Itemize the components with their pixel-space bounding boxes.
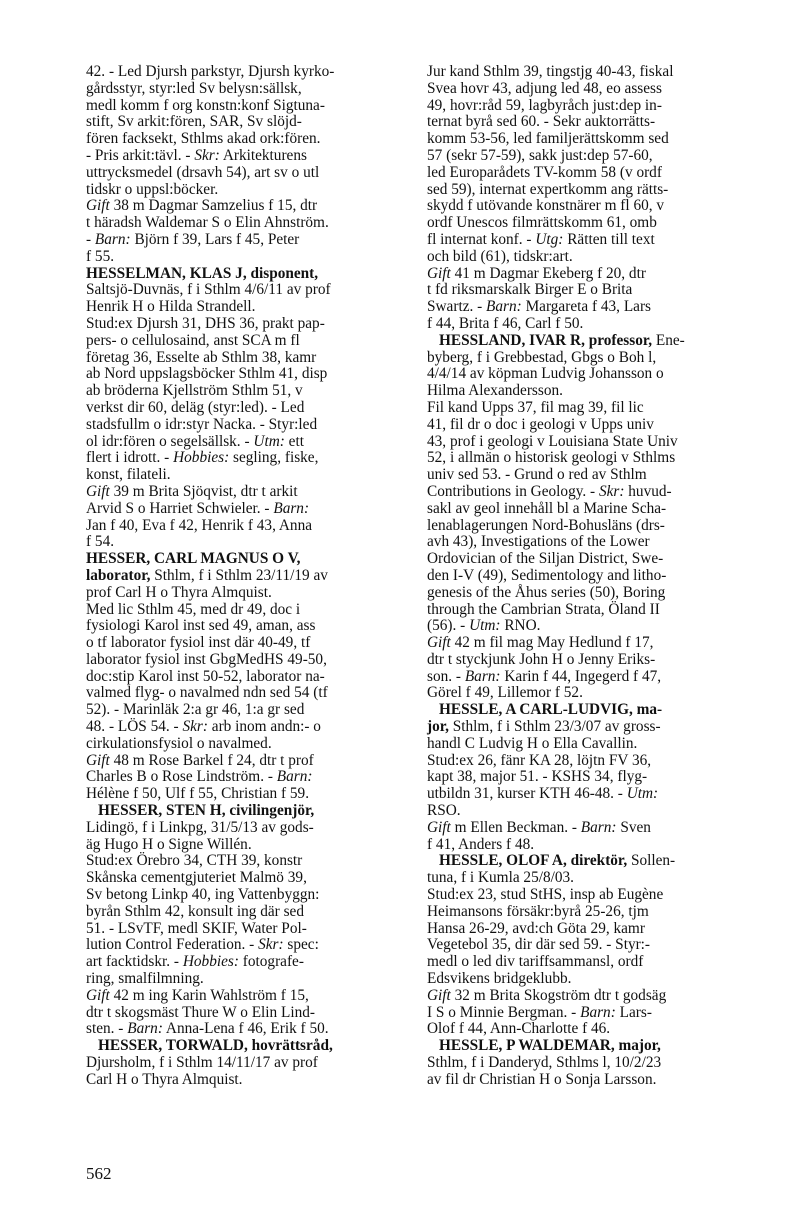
text-run: f 54.: [86, 533, 115, 551]
text-run: lenablagerungen Nord-Bohusläns (drs-: [427, 516, 665, 534]
text-line: [86, 383, 416, 400]
text-line: [427, 182, 757, 199]
text-line: [427, 602, 757, 619]
text-run: Hansa 26-29, avd:ch Göta 29, kamr: [427, 919, 645, 937]
text-line: [427, 501, 757, 518]
field-label: Utm:: [253, 432, 285, 450]
text-line: [427, 484, 757, 501]
text-line: [86, 198, 416, 215]
text-run: ring, smalfilmning.: [86, 970, 204, 988]
text-line: [427, 635, 757, 652]
right-column: [427, 64, 757, 1089]
text-run: genesis of the Åhus series (50), Boring: [427, 583, 666, 601]
text-line: [86, 652, 416, 669]
text-run: av fil dr Christian H o Sonja Larsson.: [427, 1070, 657, 1088]
text-run: stift, Sv arkit:fören, SAR, Sv slöjd-: [86, 113, 302, 131]
text-line: [427, 249, 757, 266]
text-run: f 41, Anders f 48.: [427, 835, 535, 853]
text-line: [86, 719, 416, 736]
text-run: segling, fiske,: [229, 449, 319, 467]
text-run: spec:: [283, 936, 319, 954]
text-line: [86, 64, 416, 81]
text-run: Heimansons försäkr:byrå 25-26, tjm: [427, 902, 649, 920]
text-run: cirkulationsfysiol o navalmed.: [86, 734, 272, 752]
text-run: Sthlm, f i Sthlm 23/11/19 av: [150, 566, 328, 584]
text-line: [86, 450, 416, 467]
text-run: Djursholm, f i Sthlm 14/11/17 av prof: [86, 1054, 318, 1072]
text-line: [427, 165, 757, 182]
text-run: Contributions in Geology. -: [427, 482, 599, 500]
text-run: Henrik H o Hilda Strandell.: [86, 298, 256, 316]
text-run: through the Cambrian Strata, Öland II: [427, 600, 660, 618]
text-run: Carl H o Thyra Almquist.: [86, 1070, 243, 1088]
text-run: 32 m Brita Skogström dtr t godsäg: [450, 986, 667, 1004]
text-run: ternat byrå sed 60. - Sekr auktorrätts-: [427, 113, 656, 131]
text-line: [86, 753, 416, 770]
text-run: komm 53-56, led familjerättskomm sed: [427, 130, 669, 148]
text-run: Stud:ex Örebro 34, CTH 39, konstr: [86, 852, 303, 870]
text-line: [86, 316, 416, 333]
text-line: [427, 434, 757, 451]
text-line: [427, 669, 757, 686]
field-label: Barn:: [127, 1020, 163, 1038]
text-run: uttrycksmedel (drsavh 54), art sv o utl: [86, 163, 320, 181]
text-line: [86, 585, 416, 602]
text-line: [427, 198, 757, 215]
text-line: [427, 820, 757, 837]
text-run: Sven: [616, 818, 651, 836]
field-label: Barn:: [486, 298, 522, 316]
text-line: [86, 786, 416, 803]
text-run: - Pris arkit:tävl. -: [86, 146, 195, 164]
text-line: [427, 518, 757, 535]
text-run: 51. - LSvTF, medl SKIF, Water Pol-: [86, 919, 307, 937]
text-run: tidskr o uppsl:böcker.: [86, 180, 219, 198]
text-line: [86, 131, 416, 148]
text-run: sed 59), internat expertkomm ang rätts-: [427, 180, 669, 198]
field-label: Skr:: [258, 936, 284, 954]
text-run: ab bröderna Kjellström Sthlm 51, v: [86, 382, 303, 400]
text-line: [86, 1072, 416, 1089]
text-line: [427, 114, 757, 131]
text-run: Stud:ex 26, fänr KA 28, löjtn FV 36,: [427, 751, 652, 769]
text-run: lution Control Federation. -: [86, 936, 259, 954]
text-run: t fd riksmarskalk Birger E o Brita: [427, 281, 633, 299]
text-line: [86, 685, 416, 702]
text-run: RSO.: [427, 802, 461, 820]
text-line: [86, 1038, 416, 1055]
text-run: 48 m Rose Barkel f 24, dtr t prof: [109, 751, 314, 769]
field-label: Gift: [86, 482, 110, 500]
text-run: valmed flyg- o navalmed ndn sed 54 (tf: [86, 684, 328, 702]
text-run: Saltsjö-Duvnäs, f i Sthlm 4/6/11 av prof: [86, 281, 331, 299]
text-line: [86, 937, 416, 954]
page-number: 562: [86, 1164, 112, 1183]
text-line: [427, 803, 757, 820]
text-run: Jan f 40, Eva f 42, Henrik f 43, Anna: [86, 516, 313, 534]
field-label: Barn:: [464, 667, 501, 685]
text-line: [427, 266, 757, 283]
text-run: Charles B o Rose Lindström. -: [86, 768, 277, 786]
text-run: I S o Minnie Bergman. -: [427, 1003, 581, 1021]
field-label: Gift: [86, 751, 110, 769]
text-line: [86, 534, 416, 551]
text-line: [86, 736, 416, 753]
text-line: [86, 165, 416, 182]
text-run: Jur kand Sthlm 39, tingstjg 40-43, fiskal: [427, 63, 674, 80]
text-run: 49, hovr:råd 59, lagbyråch just:dep in-: [427, 96, 662, 114]
text-line: [427, 870, 757, 887]
field-label: Gift: [86, 197, 110, 215]
text-run: Skånska cementgjuteriet Malmö 39,: [86, 869, 307, 887]
text-line: [86, 1005, 416, 1022]
text-line: [86, 434, 416, 451]
text-line: [427, 282, 757, 299]
text-run: fören facksekt, Sthlms akad ork:fören.: [86, 130, 321, 148]
text-run: Sthlm, f i Sthlm 23/3/07 av gross-: [448, 718, 661, 736]
text-line: [427, 98, 757, 115]
text-run: Margareta f 43, Lars: [521, 298, 652, 316]
text-line: [86, 820, 416, 837]
text-run: 38 m Dagmar Samzelius f 15, dtr: [109, 197, 318, 215]
text-run: sten. -: [86, 1020, 128, 1038]
text-line: [86, 148, 416, 165]
field-label: Gift: [427, 818, 451, 836]
text-line: [86, 366, 416, 383]
text-line: [427, 64, 757, 81]
text-line: [86, 618, 416, 635]
text-run: Ordovician of the Siljan District, Swe-: [427, 550, 664, 568]
text-line: [427, 366, 757, 383]
text-run: sakl av geol innehåll bl a Marine Scha-: [427, 499, 667, 517]
text-run: -: [86, 230, 95, 248]
text-line: [427, 736, 757, 753]
text-run: ol idr:fören o segelsällsk. -: [86, 432, 254, 450]
text-line: [427, 921, 757, 938]
text-run: huvud-: [624, 482, 672, 500]
text-line: [86, 114, 416, 131]
text-line: [86, 98, 416, 115]
text-run: företag 36, Esselte ab Sthlm 38, kamr: [86, 348, 317, 366]
text-line: [86, 635, 416, 652]
field-label: Hobbies:: [182, 953, 239, 971]
text-line: [86, 669, 416, 686]
text-run: Vegetebol 35, dir där sed 59. - Styr:-: [427, 936, 651, 954]
text-line: [86, 1021, 416, 1038]
field-label: Barn:: [273, 499, 310, 517]
text-line: [427, 585, 757, 602]
text-run: Arkitekturens: [219, 146, 307, 164]
text-line: [427, 753, 757, 770]
text-line: [427, 837, 757, 854]
field-label: Skr:: [194, 146, 220, 164]
text-line: [86, 232, 416, 249]
text-line: [427, 1055, 757, 1072]
text-run: Stud:ex 23, stud StHS, insp ab Eugène: [427, 886, 664, 904]
text-run: Björn f 39, Lars f 45, Peter: [130, 230, 300, 248]
text-line: [427, 467, 757, 484]
text-line: [427, 786, 757, 803]
text-run: tuna, f i Kumla 25/8/03.: [427, 869, 575, 887]
text-line: [86, 182, 416, 199]
text-run: Lidingö, f i Linkpg, 31/5/13 av gods-: [86, 818, 314, 836]
text-line: [427, 417, 757, 434]
field-label: Utg:: [535, 230, 564, 248]
text-run: medl o led div tariffsammansl, ordf: [427, 953, 644, 971]
text-run: Sthlm, f i Danderyd, Sthlms l, 10/2/23: [427, 1054, 662, 1072]
field-label: Barn:: [94, 230, 131, 248]
text-line: [86, 568, 416, 585]
text-line: [86, 484, 416, 501]
text-run: och bild (61), tidskr:art.: [427, 247, 573, 265]
field-label: Skr:: [598, 482, 625, 500]
text-run: konst, filateli.: [86, 466, 171, 484]
text-run: ab Nord uppslagsböcker Sthlm 41, disp: [86, 365, 328, 383]
text-run: stadsfullm o idr:styr Nacka. - Styr:led: [86, 415, 318, 433]
text-line: [86, 904, 416, 921]
text-line: [86, 467, 416, 484]
text-run: Arvid S o Harriet Schwieler. -: [86, 499, 274, 517]
text-line: [427, 333, 757, 350]
text-line: [427, 215, 757, 232]
text-run: Olof f 44, Ann-Charlotte f 46.: [427, 1020, 611, 1038]
text-run: Stud:ex Djursh 31, DHS 36, prakt pap-: [86, 314, 325, 332]
text-run: doc:stip Karol inst 50-52, laborator na-: [86, 667, 325, 685]
text-line: [427, 400, 757, 417]
text-run: Sv betong Linkp 40, ing Vattenbyggn:: [86, 886, 320, 904]
text-line: [427, 131, 757, 148]
text-run: flert i idrott. -: [86, 449, 174, 467]
text-run: 41 m Dagmar Ekeberg f 20, dtr: [450, 264, 646, 282]
text-line: [86, 1055, 416, 1072]
text-run: utbildn 31, kurser KTH 46-48. -: [427, 785, 627, 803]
field-label: Gift: [427, 264, 451, 282]
text-line: [86, 249, 416, 266]
text-run: Fil kand Upps 37, fil mag 39, fil lic: [427, 398, 644, 416]
text-line: [427, 769, 757, 786]
text-line: [86, 81, 416, 98]
entry-heading: HESSLE, P WALDEMAR, major,: [439, 1037, 661, 1055]
text-line: [86, 853, 416, 870]
text-line: [86, 971, 416, 988]
text-run: fotografe-: [238, 953, 304, 971]
text-run: art facktidskr. -: [86, 953, 183, 971]
text-line: [427, 232, 757, 249]
text-line: [86, 299, 416, 316]
text-run: byrån Sthlm 42, konsult ing där sed: [86, 902, 304, 920]
text-run: led Europarådets TV-komm 58 (v ordf: [427, 163, 662, 181]
text-run: kapt 38, major 51. - KSHS 34, flyg-: [427, 768, 648, 786]
text-run: Görel f 49, Lillemor f 52.: [427, 684, 583, 702]
text-line: [427, 618, 757, 635]
text-run: o tf laborator fysiol inst där 40-49, tf: [86, 634, 311, 652]
text-run: son. -: [427, 667, 465, 685]
text-line: [86, 350, 416, 367]
text-run: Ene-: [652, 331, 685, 349]
text-line: [86, 837, 416, 854]
field-label: Gift: [427, 634, 451, 652]
text-run: byberg, f i Grebbestad, Gbgs o Boh l,: [427, 348, 657, 366]
text-line: [427, 1005, 757, 1022]
text-line: [427, 534, 757, 551]
text-run: Med lic Sthlm 45, med dr 49, doc i: [86, 600, 301, 618]
text-line: [427, 81, 757, 98]
text-line: [86, 282, 416, 299]
text-line: [427, 971, 757, 988]
text-run: univ sed 53. - Grund o red av Sthlm: [427, 466, 647, 484]
text-run: 42 m ing Karin Wahlström f 15,: [109, 986, 309, 1004]
text-line: [427, 702, 757, 719]
text-line: [427, 937, 757, 954]
text-line: [86, 266, 416, 283]
text-line: [86, 988, 416, 1005]
entry-heading: HESSER, TORWALD, hovrättsråd,: [98, 1037, 333, 1055]
text-line: [86, 501, 416, 518]
text-run: skydd f utövande konstnärer m fl 60, v: [427, 197, 665, 215]
entry-heading: HESSER, CARL MAGNUS O V,: [86, 550, 301, 568]
text-run: RNO.: [500, 617, 541, 635]
text-run: ett: [284, 432, 304, 450]
text-run: Anna-Lena f 46, Erik f 50.: [162, 1020, 329, 1038]
text-run: 42 m fil mag May Hedlund f 17,: [450, 634, 654, 652]
text-run: avh 43), Investigations of the Lower: [427, 533, 650, 551]
text-run: Edsvikens bridgeklubb.: [427, 970, 572, 988]
text-line: [427, 551, 757, 568]
text-run: 57 (sekr 57-59), sakk just:dep 57-60,: [427, 146, 653, 164]
field-label: Gift: [86, 986, 110, 1004]
text-line: [427, 1021, 757, 1038]
text-run: Lars-: [615, 1003, 652, 1021]
text-run: 4/4/14 av köpman Ludvig Johansson o: [427, 365, 664, 383]
field-label: Gift: [427, 986, 451, 1004]
text-run: ordf Unescos filmrättskomm 61, omb: [427, 214, 657, 232]
text-run: Rätten till text: [563, 230, 655, 248]
text-run: dtr t styckjunk John H o Jenny Eriks-: [427, 650, 656, 668]
text-line: [86, 921, 416, 938]
entry-heading: jor,: [427, 718, 449, 736]
text-line: [427, 450, 757, 467]
text-line: [427, 853, 757, 870]
text-line: [86, 954, 416, 971]
text-run: fl internat konf. -: [427, 230, 536, 248]
text-run: pers- o cellulosaind, anst SCA m fl: [86, 331, 300, 349]
text-run: handl C Ludvig H o Ella Cavallin.: [427, 734, 638, 752]
text-run: Swartz. -: [427, 298, 487, 316]
text-line: [86, 769, 416, 786]
text-line: [427, 316, 757, 333]
text-run: 52). - Marinläk 2:a gr 46, 1:a gr sed: [86, 701, 305, 719]
text-line: [86, 870, 416, 887]
text-line: [427, 568, 757, 585]
text-line: [427, 1072, 757, 1089]
text-run: den I-V (49), Sedimentology and litho-: [427, 566, 667, 584]
text-run: 48. - LÖS 54. -: [86, 718, 183, 736]
text-run: laborator fysiol inst GbgMedHS 49-50,: [86, 650, 327, 668]
text-run: Karin f 44, Ingegerd f 47,: [500, 667, 662, 685]
entry-heading: HESSLE, OLOF A, direktör,: [439, 852, 628, 870]
text-line: [86, 333, 416, 350]
text-run: 43, prof i geologi v Louisiana State Univ: [427, 432, 678, 450]
text-line: [427, 904, 757, 921]
text-line: [427, 719, 757, 736]
field-label: Utm:: [626, 785, 659, 803]
text-line: [86, 551, 416, 568]
text-line: [427, 383, 757, 400]
field-label: Barn:: [276, 768, 313, 786]
text-run: Hilma Alexandersson.: [427, 382, 563, 400]
entry-heading: HESSER, STEN H, civilingenjör,: [98, 802, 315, 820]
text-line: [86, 400, 416, 417]
text-line: [427, 887, 757, 904]
text-line: [427, 148, 757, 165]
text-line: [427, 954, 757, 971]
entry-heading: HESSELMAN, KLAS J, disponent,: [86, 264, 319, 282]
text-run: t häradsh Waldemar S o Elin Ahnström.: [86, 214, 329, 232]
text-run: medl komm f org konstn:konf Sigtuna-: [86, 96, 325, 114]
field-label: Barn:: [580, 1003, 616, 1021]
text-run: dtr t skogsmäst Thure W o Elin Lind-: [86, 1003, 316, 1021]
text-line: [86, 215, 416, 232]
text-run: Svea hovr 43, adjung led 48, eo assess: [427, 79, 662, 97]
text-run: 41, fil dr o doc i geologi v Upps univ: [427, 415, 654, 433]
text-run: f 44, Brita f 46, Carl f 50.: [427, 314, 584, 332]
text-run: 52, i allmän o historisk geologi v Sthlms: [427, 449, 676, 467]
entry-heading: HESSLAND, IVAR R, professor,: [439, 331, 653, 349]
text-line: [86, 602, 416, 619]
text-run: (56). -: [427, 617, 470, 635]
entry-heading: HESSLE, A CARL-LUDVIG, ma-: [439, 701, 663, 719]
text-line: [86, 702, 416, 719]
text-run: Sollen-: [627, 852, 676, 870]
text-run: 42. - Led Djursh parkstyr, Djursh kyrko-: [86, 63, 335, 80]
text-run: m Ellen Beckman. -: [450, 818, 581, 836]
left-column: [86, 64, 416, 1089]
field-label: Skr:: [182, 718, 208, 736]
text-run: prof Carl H o Thyra Almquist.: [86, 583, 272, 601]
text-run: verkst dir 60, deläg (styr:led). - Led: [86, 398, 305, 416]
text-run: gårdsstyr, styr:led Sv belysn:sällsk,: [86, 79, 302, 97]
text-line: [427, 685, 757, 702]
text-line: [86, 518, 416, 535]
text-line: [427, 988, 757, 1005]
text-line: [427, 299, 757, 316]
text-line: [427, 652, 757, 669]
entry-heading: laborator,: [86, 566, 151, 584]
text-run: arb inom andn:- o: [207, 718, 321, 736]
field-label: Barn:: [580, 818, 617, 836]
text-line: [427, 350, 757, 367]
field-label: Hobbies:: [173, 449, 230, 467]
text-run: 39 m Brita Sjöqvist, dtr t arkit: [109, 482, 298, 500]
text-run: f 55.: [86, 247, 115, 265]
text-line: [86, 417, 416, 434]
text-run: Hélène f 50, Ulf f 55, Christian f 59.: [86, 785, 310, 803]
text-run: äg Hugo H o Signe Willén.: [86, 835, 252, 853]
text-run: fysiologi Karol inst sed 49, aman, ass: [86, 617, 316, 635]
text-line: [86, 887, 416, 904]
text-line: [427, 1038, 757, 1055]
text-line: [86, 803, 416, 820]
field-label: Utm:: [469, 617, 501, 635]
